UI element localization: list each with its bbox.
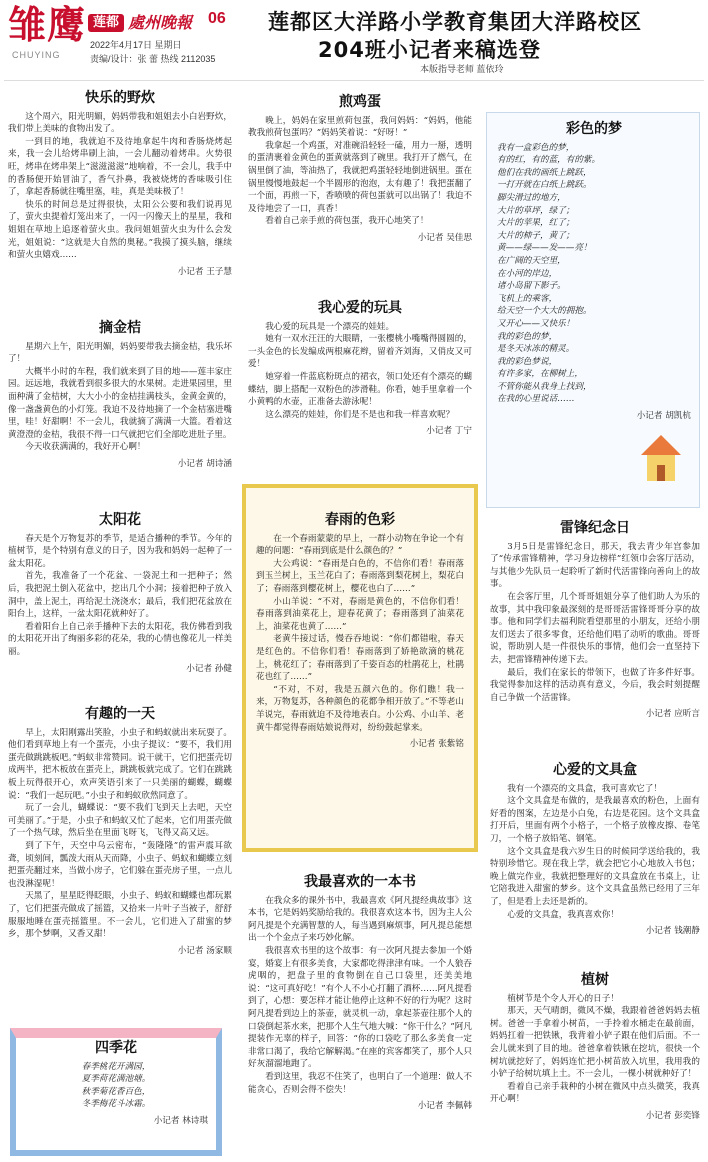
article-spring-rain [256, 514, 464, 751]
advisor-credit: 本版指导老师 蓝依玲 [420, 64, 504, 74]
paragraph: 我心爱的玩具是一个漂亮的娃娃。 [265, 321, 395, 332]
byline: 小记者 汤家顺 [177, 945, 232, 956]
paragraph: 那天，天气晴朗，微风不燥，我跟着爸爸妈妈去植树。爸爸一手拿着小树苗，一手拎着水桶走在最前面，妈妈扛着一把铁锹，我背着小铲子跟在他们后面。不一会儿就来到了目的地。爸爸拿着铁锹在挖坑，很快一个树坑就挖好了，妈妈连忙把小树苗放入坑里，我用我的小铲子给树坑填上土。不一会儿，一棵小树就种好了！ [490, 1006, 700, 1080]
issue-date: 2022年4月17日 星期日 [90, 40, 182, 50]
paragraph: 春天是个万物复苏的季节，是适合播种的季节。今年的植树节，是个特别有意义的日子，因为我和妈妈一起种了一盆太阳花。 [8, 533, 232, 569]
paragraph: 早上，太阳刚露出笑脸，小虫子和蚂蚁就出来玩耍了。他们看到草地上有一个蛋壳，小虫子提议：“要不，我们用蛋壳做跳跳板吧。”蚂蚁非常赞同。说干就干，它们把蛋壳切成两半，把木板放在蛋壳上，跳跳板就完成了。它们在跳跳板上玩得很开心，欢声笑语引来了一只美丽的蝴蝶，蝴蝶说：“我们一起玩吧。”小虫子和蚂蚁欣然同意了。 [8, 727, 232, 801]
poem-line: 大片的柿子，黄了； [497, 230, 575, 241]
poem-line: 他们在我的画纸上跳跃， [497, 167, 592, 178]
article-title: 我心爱的玩具 [318, 300, 402, 316]
paragraph: 最后，我们在家长的带领下，也做了许多件好事。我觉得参加这样的活动真有意义，今后，我会时刻提醒自己争做一个活雷锋。 [490, 667, 700, 703]
poem-line: 夏季荷花满池塘。 [81, 1074, 151, 1085]
poem-box-four-seasons [10, 1028, 222, 1156]
paragraph: 看着阳台上自己亲手播种下去的太阳花，我仿佛看到我的太阳花开出了绚丽多彩的花朵，我的心情也像花儿一样美丽。 [8, 621, 232, 657]
page-subheadline: 204班小记者来稿选登 [318, 38, 541, 62]
article-title: 植树 [581, 972, 609, 988]
paragraph: 植树节是个令人开心的日子！ [507, 993, 619, 1004]
poem-line: 有许多家，在柳树上， [497, 369, 583, 380]
paragraph: 星期六上午，阳光明媚，妈妈要带我去摘金桔，我乐坏了！ [8, 341, 232, 365]
poem-line: 不管你能从我身上找到， [497, 381, 592, 392]
byline: 小记者 王子慧 [177, 266, 232, 277]
paragraph: 她穿着一件蓝底粉斑点的裙衣，领口处还有个漂亮的蝴蝶结，脚上搭配一双粉色的涉滑鞋。你看，她手里拿着一个小黄鸭的水壶，正准备去游泳呢！ [248, 371, 472, 408]
article-title: 雷锋纪念日 [560, 520, 630, 536]
byline: 小记者 林诗琪 [153, 1115, 208, 1126]
paragraph: 小山羊说：“不对，春雨是黄色的，不信你们看！春雨落到油菜花上，迎春花黄了；春雨落到了油菜花上，油菜花也黄了……” [256, 596, 464, 632]
paragraph: 到了下午，天空中乌云密布，“轰隆隆”的雷声震耳欲聋，顷刻间，瓢泼大雨从天而降，小虫子、蚂蚁和蝴蝶立刻把蛋壳翻过来，当做小房子，它们躲在蛋壳房子里，一点儿也没淋湿呢！ [8, 840, 232, 889]
paragraph: 这个周六，阳光明媚，妈妈带我和姐姐去小白岩野炊，我们带上美味的食物出发了。 [8, 111, 232, 135]
paragraph: 心爱的文具盒，我真喜欢你！ [507, 909, 619, 920]
paragraph: 快乐的时间总是过得很快，太阳公公要和我们说再见了，萤火虫提着灯笼出来了，一闪一闪像天上的星星，我和姐姐在草地上追逐着萤火虫。我问姐姐萤火虫为什么会发光，姐姐说：“这就是大自然的奥秘。”我摸了摸头脑，继续和萤火虫嬉戏…… [8, 199, 232, 261]
byline: 小记者 钱潮静 [645, 926, 700, 937]
poem-line: 冬季梅花斗冰霜。 [81, 1099, 151, 1110]
byline: 小记者 胡凯杭 [636, 411, 691, 422]
article-favorite-toy [248, 302, 472, 438]
poem-line: 我的彩色梦说， [497, 356, 558, 367]
byline: 小记者 彭奕锋 [645, 1110, 700, 1121]
poem-line: 在我的心里说话…… [497, 394, 575, 405]
article-title: 煎鸡蛋 [339, 94, 381, 110]
paragraph: 我拿起一个鸡蛋，对准碗沿轻轻一磕，用力一掰，透明的蛋清裹着金黄色的蛋黄就落到了碗里。我打开了燃气，在锅里倒了油，等油热了，我就把鸡蛋轻轻地倒进锅里。蛋在锅里慢慢地鼓起一个半圆形的泡泡，太有趣了！我把蛋翻了一个面，再煎一下，香喷喷的荷包蛋就可以出锅了！我迫不及待地尝了一口，真香！ [248, 140, 472, 214]
paragraph: 大公鸡说：“春雨是白色的，不信你们看！春雨落到玉兰树上，玉兰花白了；春雨落到梨花树上，梨花白了；春雨落到樱花树上，樱花也白了……” [256, 558, 464, 594]
byline: 小记者 丁宁 [426, 426, 472, 437]
paper-name: 處州晚報 [128, 13, 193, 32]
article-title: 彩色的梦 [566, 121, 622, 137]
paragraph: 一到目的地，我就迫不及待地拿起牛肉和香肠烧烤起来，我一会儿给烤串刷上油，一会儿翻动着烤串。火势很旺，烤串在烤串架上“滋滋滋滋”地响着，不一会儿，我手中的香肠便开始冒油了，香气扑鼻，我被烧烤的香味吸引住了，拿起香肠就往嘴里塞，哇，真是美味极了！ [8, 136, 232, 198]
article-title: 春雨的色彩 [325, 512, 395, 528]
article-lei-feng-day [490, 522, 700, 721]
poem-line: 有的红，有的蓝，有的紫。 [497, 155, 601, 166]
editor-info: 责编/设计：张 蕾 热线 2112035 [90, 54, 216, 64]
paragraph: 晚上，妈妈在家里煎荷包蛋，我问妈妈：“妈妈，他能教我煎荷包蛋吗？”妈妈笑着说：“好呀！” [248, 115, 472, 139]
article-fun-day [8, 708, 232, 957]
byline: 小记者 李佩韩 [417, 1101, 472, 1112]
paragraph: 看到这里，我忍不住笑了，也明白了一个道理：做人不能贪心，否则会得不偿失！ [248, 1071, 472, 1095]
byline: 小记者 应昕言 [645, 709, 700, 720]
poem-line: 脚尖滑过的地方， [497, 192, 566, 203]
article-fried-egg [248, 96, 472, 245]
article-title: 摘金桔 [99, 320, 141, 336]
region-tag: 莲都 [88, 14, 124, 32]
poem-line: 大片的草坪，绿了； [497, 205, 575, 216]
paragraph: 在会客厅里，几个哥哥姐姐分享了他们助人为乐的故事，其中我印象最深刻的是哥哥活雷锋哥哥分享的故事。他和同学们去福利院看望那里的小朋友，还给小朋友们送去了很多零食，还给他们唱了动听的歌曲。哥哥说，帮助别人是一件很快乐的事情，他们会一直坚持下去，把雷锋精神传递下去。 [490, 591, 700, 665]
paragraph: 看着自己亲手栽种的小树在微风中点头微笑，我真开心啊！ [490, 1081, 700, 1105]
paragraph: 3月5日是雷锋纪念日，那天，我去青少年宫参加了“传承雷锋精神，学习身边榜样”红领巾会客厅活动，与其他少先队员一起聆听了新时代活雷锋向善向上的故事。 [490, 541, 700, 590]
paragraph: 这么漂亮的娃娃，你们是不是也和我一样喜欢呢？ [265, 409, 455, 420]
paragraph: 看着自己亲手煎的荷包蛋，我开心地笑了！ [265, 216, 429, 227]
paragraph: “不对，不对，我是五颜六色的。你们瞧！我一来，万物复苏，各种颜色的花都争相开放了。”不等老山羊说完，春雨就迫不及待地表白。小公鸡、小山羊、老黄牛都觉得春雨姑娘说得对，纷纷鼓起掌来。 [256, 684, 464, 733]
poem-line: 一打开就在白纸上跳跃。 [497, 180, 592, 191]
paragraph: 这个文具盒是布做的，是我最喜欢的粉色，上面有好看的图案，左边是小白兔，右边是花园。这个文具盒打开后，里面有两个小格子，一个格子放橡皮擦、卷笔刀，一个格子放铅笔、钢笔。 [490, 796, 700, 844]
byline: 小记者 孙健 [186, 663, 232, 674]
article-title: 心爱的文具盒 [553, 762, 637, 778]
article-tree-planting [490, 974, 700, 1123]
paragraph: 老黄牛接过话，慢吞吞地说：“你们都错啦，春天是红色的。不信你们看！春雨落到了娇艳欲滴的桃花上，桃花红了；春雨落到了千姿百态的杜鹃花上，杜鹃花也红了……” [256, 634, 464, 683]
article-favorite-book [248, 876, 472, 1113]
paragraph: 我很喜欢书里的这个故事：有一次阿凡提去参加一个婚宴，婚宴上有很多美食，大家都吃得津津有味。一个人狼吞虎咽的，把盘子里的食物倒在自己口袋里，还美美地说：“这可真好吃！”有个人不小心打翻了酒杯……阿凡提看到了，心想：要怎样才能让他停止这种不好的行为呢？这时阿凡提看到边上的茶壶，就灵机一动，拿起茶壶往那个人的口袋倒起茶水来，把那个人生气地大喊：“你干什么？”阿凡提装作无辜的样子，回答：“你的口袋吃了那么多美食一定非常口渴了，我给它解解渴。”在座的宾客都笑了，那个人只好灰溜溜地跑了。 [248, 945, 472, 1070]
poem-box-colorful-dream [486, 112, 700, 508]
poem-line: 给天空一个大大的拥抱。 [497, 306, 592, 317]
poem-line: 我有一盒彩色的梦， [497, 142, 575, 153]
logo: 雏鹰 [8, 2, 87, 47]
masthead-divider [4, 80, 704, 81]
article-pick-kumquat [8, 322, 232, 471]
article-title: 四季花 [95, 1040, 137, 1056]
poem-line: 又开心——又快乐！ [497, 318, 575, 329]
poem-line: 诸小岛留下影子。 [497, 281, 566, 292]
article-four-seasons [24, 1042, 208, 1128]
poem-line: 在广阔的天空里， [497, 255, 566, 266]
page-headline: 莲都区大洋路小学教育集团大洋路校区 [268, 10, 642, 34]
article-happy-picnic [8, 92, 232, 278]
byline: 小记者 张紫铭 [409, 739, 464, 750]
article-colorful-dream [497, 123, 691, 423]
paragraph: 天黑了，星星眨得眨眼，小虫子、蚂蚁和蝴蝶也都玩累了，它们把蛋壳做成了摇篮，又拾来一片叶子当被子，舒舒服服地睡在蛋壳摇篮里。不一会儿，它们进入了甜蜜的梦乡，那个梦啊，又香又甜！ [8, 891, 232, 940]
story-box-spring-rain [242, 484, 478, 852]
poem-line: 我的彩色的梦， [497, 331, 558, 342]
poem-line: 在小河的岸边， [497, 268, 558, 279]
poem-line: 黄——绿——发——亮！ [497, 243, 592, 254]
logo-en: CHUYING [12, 50, 61, 60]
paragraph: 她有一双水汪汪的大眼睛，一张樱桃小嘴嘴得圆圆的，一头金色的长发编成两根麻花辫，留着齐刘海，又俏皮又可爱！ [248, 334, 472, 370]
poem-line: 大片的苹果，红了； [497, 218, 575, 229]
page-number: 06 [208, 10, 226, 27]
article-title: 太阳花 [99, 512, 141, 528]
paragraph: 我有一个漂亮的文具盒，我可喜欢它了！ [507, 783, 662, 794]
poem-line: 是冬天冰冻的精灵。 [497, 344, 575, 355]
paragraph: 首先，我准备了一个花盆、一袋泥土和一把种子；然后，我把泥土倒入花盆中，挖出几个小洞；接着把种子放入洞中，盖上泥土，再给泥土浇浇水；最后，我们把花盆放在阳台上，这样，一盆太阳花就种好了。 [8, 571, 232, 620]
paragraph: 大概半小时的车程，我们就来到了目的地——莲丰家庄园。远远地，我就看到很多很大的水果树。走进果园里，里面种满了金桔树，大大小小的金桔挂满枝头，金黄金黄的，像一盏盏黄色的小灯笼。我迫不及待地摘了一个金桔塞进嘴里，哇！好甜啊！不一会儿，我就摘了满满一大篮。看着这黄澄澄的金桔，我很不得一口气就把它们全部吃进肚子里。 [8, 366, 232, 440]
article-title: 我最喜欢的一本书 [304, 874, 416, 890]
paragraph: 在一个春雨蒙蒙的早上，一群小动物在争论一个有趣的问题：“春雨到底是什么颜色的？” [256, 533, 464, 557]
poem-line: 春季桃花开满园， [81, 1061, 151, 1072]
masthead [0, 0, 708, 74]
article-sunflower [8, 514, 232, 675]
byline: 小记者 胡诗涵 [177, 458, 232, 469]
house-illustration [637, 431, 685, 483]
poem-line: 秋季菊花香百色， [81, 1086, 151, 1097]
poem-line: 飞机上的乘客， [497, 293, 558, 304]
article-title: 快乐的野炊 [85, 90, 155, 106]
article-pencil-case [490, 764, 700, 938]
paragraph: 在我众多的课外书中，我最喜欢《阿凡提经典故事》这本书，它是妈妈奖励给我的。我很喜欢这本书，因为主人公阿凡提是个充满智慧的人，每当遇到麻烦事，阿凡提总能想出一个个金点子来巧妙化解。 [248, 895, 472, 944]
paragraph: 这个文具盒是我六岁生日的时候同学送给我的，我特别珍惜它。现在我上学，就会把它小心地放入书包；晚上做完作业，我就把整理好的文具盒放在书桌上，让它陪我进入甜蜜的梦乡。这个文具盒虽然已经用了三年了，但是看上去还是新的。 [490, 846, 700, 907]
paragraph: 今天收获满满的，我好开心啊！ [25, 442, 146, 453]
paragraph: 玩了一会儿，蝴蝶说：“要不我们飞到天上去吧，天空可美丽了。”于是，小虫子和蚂蚁又忙了起来，它们用蛋壳做了一个热气球，然后坐在里面飞呀飞，飞得又高又远。 [8, 803, 232, 839]
byline: 小记者 吴佳思 [417, 232, 472, 243]
article-title: 有趣的一天 [85, 706, 155, 722]
